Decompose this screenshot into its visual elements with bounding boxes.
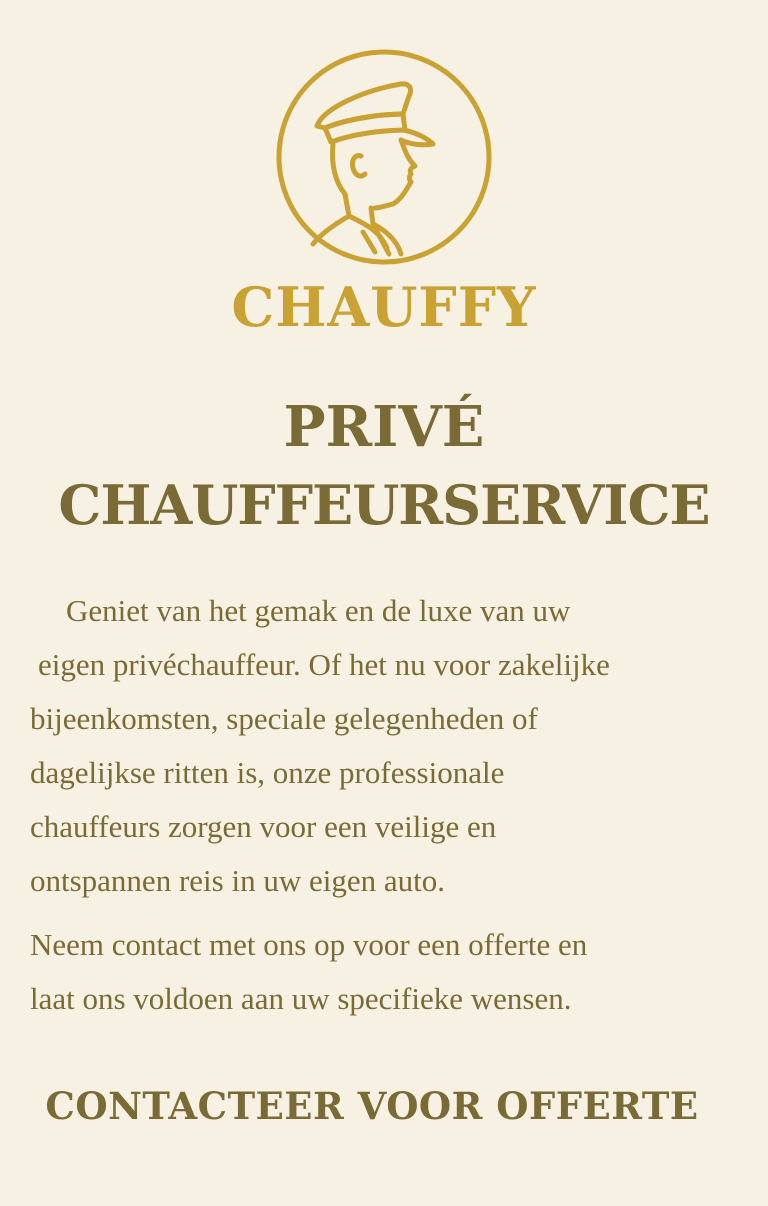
brand-name: CHAUFFY xyxy=(231,275,537,339)
headline-line-1: PRIVÉ xyxy=(283,394,485,460)
intro-line: eigen privéchauffeur. Of het nu voor zakelijke xyxy=(38,647,610,682)
chauffeur-portrait-icon xyxy=(275,48,493,266)
contact-quote-button[interactable]: CONTACTEER VOOR OFFERTE xyxy=(45,1084,699,1128)
intro-line: Geniet van het gemak en de luxe van uw xyxy=(66,593,571,628)
intro-line: bijeenkomsten, speciale gelegenheden of xyxy=(30,701,538,736)
page-headline xyxy=(0,388,768,544)
intro-paragraph xyxy=(30,584,750,908)
headline-line-2: CHAUFFEURSERVICE xyxy=(58,473,710,537)
intro-line: dagelijkse ritten is, onze professionale xyxy=(30,755,505,790)
cta-paragraph xyxy=(30,918,750,1026)
intro-line: chauffeurs zorgen voor een veilige en xyxy=(30,809,497,844)
cta-line: laat ons voldoen aan uw specifieke wensen. xyxy=(30,981,572,1016)
intro-line: ontspannen reis in uw eigen auto. xyxy=(30,863,445,898)
cta-line: Neem contact met ons op voor een offerte en xyxy=(30,927,588,962)
